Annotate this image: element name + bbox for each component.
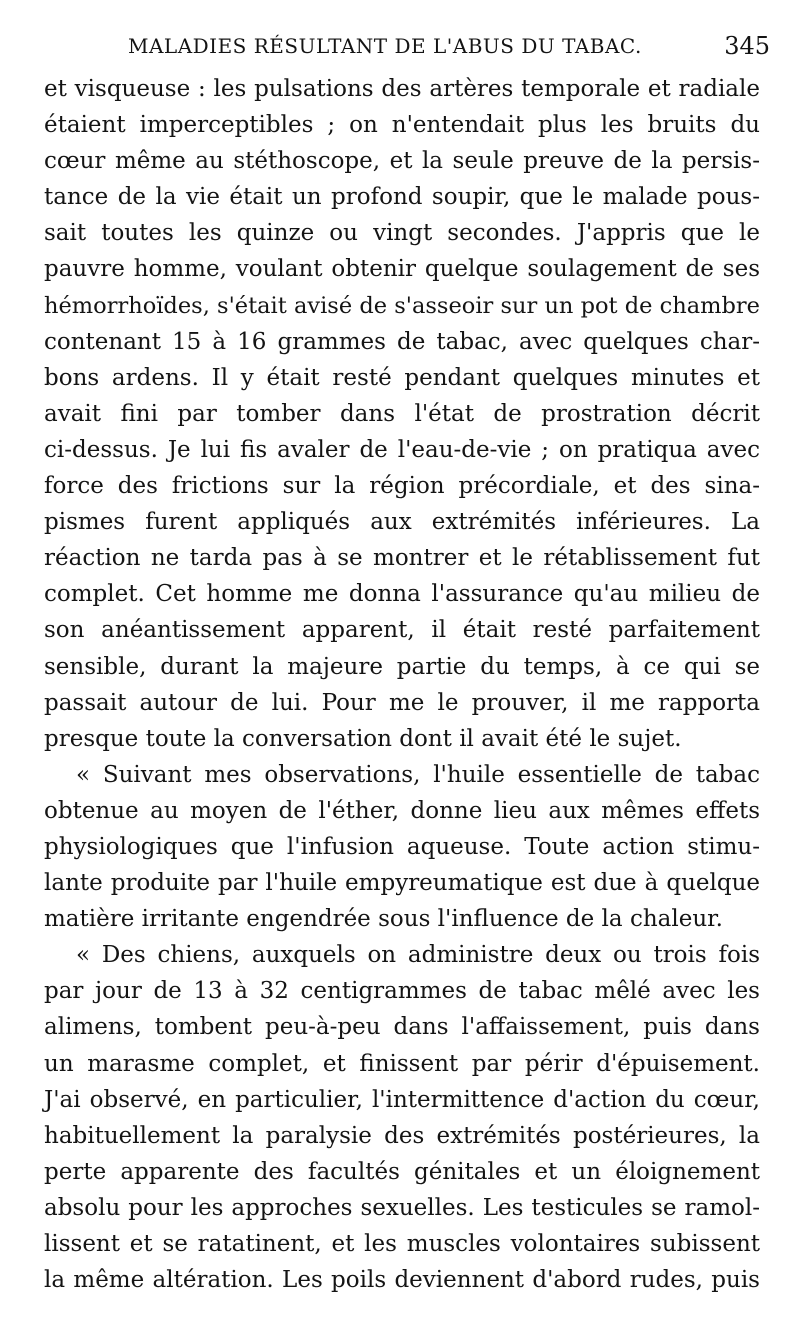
text-line: alimens, tombent peu-à-peu dans l'affaissement, puis dans	[44, 1014, 760, 1041]
text-line: force des frictions sur la région précordiale, et des sina-	[44, 473, 760, 500]
text-line: son anéantissement apparent, il était resté parfaitement	[44, 617, 760, 644]
text-line: matière irritante engendrée sous l'influence de la chaleur.	[44, 906, 723, 933]
text-line: complet. Cet homme me donna l'assurance qu'au milieu de	[44, 581, 760, 608]
text-line: hémorrhoïdes, s'était avisé de s'asseoir sur un pot de chambre	[44, 292, 760, 319]
text-line: par jour de 13 à 32 centigrammes de tabac mêlé avec les	[44, 978, 760, 1005]
text-line: absolu pour les approches sexuelles. Les testicules se ramol-	[44, 1194, 760, 1221]
text-line: perte apparente des facultés génitales et un éloignement	[44, 1158, 760, 1185]
text-line: la même altération. Les poils deviennent d'abord rudes, puis	[44, 1267, 760, 1294]
body-text	[44, 71, 760, 1298]
text-line: passait autour de lui. Pour me le prouver, il me rapporta	[44, 689, 760, 716]
text-line: J'ai observé, en particulier, l'intermittence d'action du cœur,	[44, 1086, 760, 1113]
text-line: « Suivant mes observations, l'huile essentielle de tabac	[76, 761, 760, 788]
text-line: physiologiques que l'infusion aqueuse. Toute action stimu-	[44, 833, 760, 860]
page-number: 345	[724, 32, 770, 60]
text-line: pauvre homme, voulant obtenir quelque soulagement de ses	[44, 256, 760, 283]
text-line: étaient imperceptibles ; on n'entendait plus les bruits du	[44, 112, 760, 139]
text-line: sait toutes les quinze ou vingt secondes. J'appris que le	[44, 220, 760, 247]
text-line: avait fini par tomber dans l'état de prostration décrit	[44, 400, 760, 427]
text-line: pismes furent appliqués aux extrémités inférieures. La	[44, 509, 760, 536]
text-line: habituellement la paralysie des extrémités postérieures, la	[44, 1122, 760, 1149]
text-line: tance de la vie était un profond soupir, que le malade pous-	[44, 184, 760, 211]
text-line: réaction ne tarda pas à se montrer et le rétablissement fut	[44, 545, 760, 572]
text-line: lante produite par l'huile empyreumatique est due à quelque	[44, 870, 760, 897]
text-line: ci-dessus. Je lui fis avaler de l'eau-de-vie ; on pratiqua avec	[44, 436, 760, 463]
text-line: contenant 15 à 16 grammes de tabac, avec quelques char-	[44, 328, 760, 355]
text-line: et visqueuse : les pulsations des artères temporale et radiale	[44, 76, 760, 102]
running-head-title: MALADIES RÉSULTANT DE L'ABUS DU TABAC.	[128, 34, 642, 58]
text-line: un marasme complet, et finissent par périr d'épuisement.	[44, 1050, 760, 1077]
running-head	[48, 34, 770, 68]
text-line: lissent et se ratatinent, et les muscles volontaires subissent	[44, 1231, 760, 1257]
text-line: obtenue au moyen de l'éther, donne lieu aux mêmes effets	[44, 797, 760, 824]
text-line: cœur même au stéthoscope, et la seule preuve de la persis-	[44, 148, 760, 175]
text-line: sensible, durant la majeure partie du temps, à ce qui se	[44, 653, 760, 680]
text-line: « Des chiens, auxquels on administre deux ou trois fois	[76, 942, 760, 969]
text-line: presque toute la conversation dont il avait été le sujet.	[44, 725, 682, 752]
text-line: bons ardens. Il y était resté pendant quelques minutes et	[44, 364, 760, 391]
